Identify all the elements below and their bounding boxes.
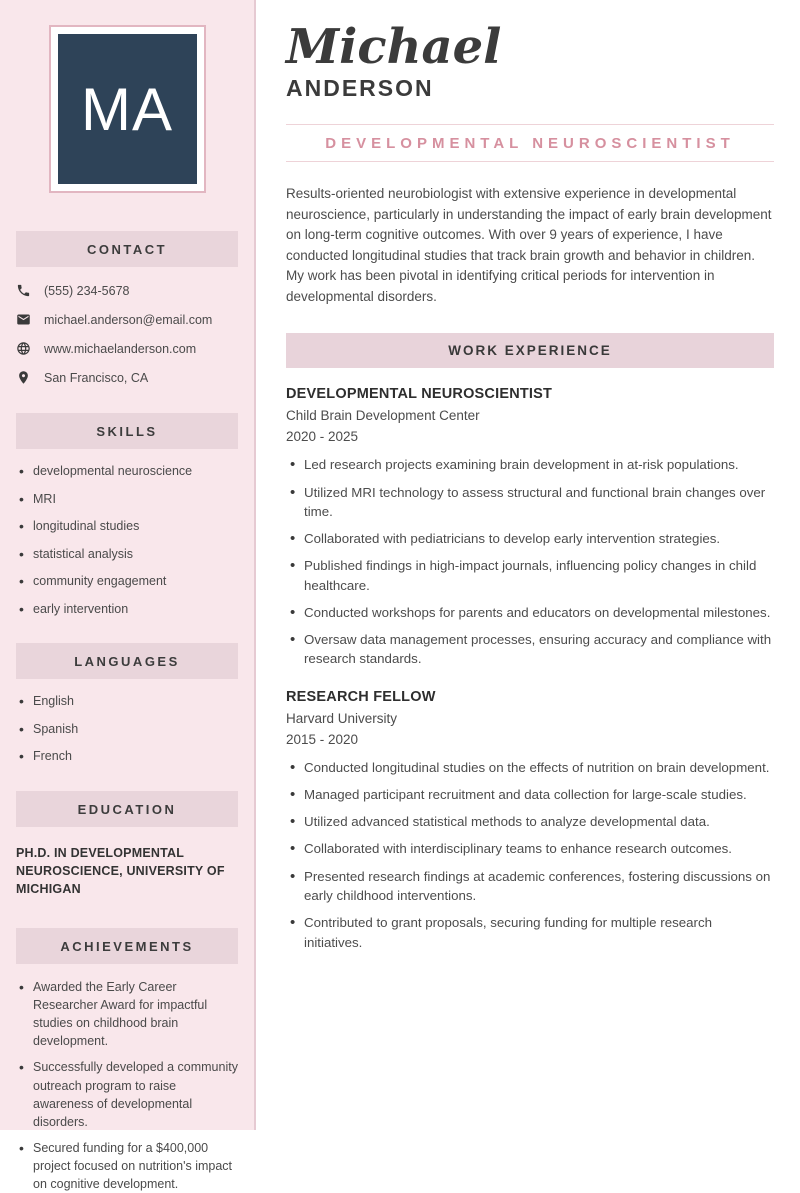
skill-item: • longitudinal studies — [16, 518, 238, 536]
language-item: • English — [16, 693, 238, 711]
job-bullet-list — [286, 455, 774, 668]
skill-item: • early intervention — [16, 601, 238, 619]
skills-list — [16, 463, 238, 618]
phone-icon — [16, 283, 31, 298]
contact-phone-row — [16, 283, 238, 298]
job-bullet: • Utilized MRI technology to assess structural and functional brain changes over time. — [286, 483, 774, 522]
job-bullet: • Presented research findings at academic conferences, fostering discussions on early childhood interventions. — [286, 867, 774, 906]
contact-list — [16, 283, 238, 385]
language-item: • Spanish — [16, 721, 238, 739]
languages-section-header: LANGUAGES — [16, 643, 238, 679]
job-entry — [286, 386, 774, 668]
job-bullet: • Published findings in high-impact journals, influencing policy changes in child healthcare. — [286, 556, 774, 595]
contact-website-value: www.michaelanderson.com — [44, 341, 197, 356]
contact-email-row — [16, 312, 238, 327]
job-bullet: • Conducted workshops for parents and educators on developmental milestones. — [286, 603, 774, 622]
skill-item: • developmental neuroscience — [16, 463, 238, 481]
skill-item: • statistical analysis — [16, 546, 238, 564]
profile-monogram: MA — [58, 34, 197, 184]
job-company: Harvard University — [286, 710, 398, 726]
job-bullet: • Collaborated with pediatricians to develop early intervention strategies. — [286, 529, 774, 548]
skill-item: • MRI — [16, 491, 238, 509]
first-name: Michael — [286, 19, 502, 75]
main-content — [256, 0, 800, 1130]
profile-monogram-frame — [49, 25, 206, 193]
summary-paragraph: Results-oriented neurobiologist with extensive experience in developmental neuroscience, particularly in understanding the impact of early brain development on long-term cognitive outcomes. With over 9 years of experience, I have conducted longitudinal studies that track brain growth and behavior in children. My work has been pivotal in identifying critical periods for intervention in developmental disorders. — [286, 186, 772, 304]
contact-location-row — [16, 370, 238, 385]
job-bullet: • Conducted longitudinal studies on the effects of nutrition on brain development. — [286, 758, 774, 777]
job-bullet: • Oversaw data management processes, ensuring accuracy and compliance with research standards. — [286, 630, 774, 669]
languages-list — [16, 693, 238, 766]
contact-email-value: michael.anderson@email.com — [44, 312, 213, 327]
job-role: DEVELOPMENTAL NEUROSCIENTIST — [286, 386, 553, 403]
achievement-item: • Awarded the Early Career Researcher Award for impactful studies on childhood brain development. — [16, 978, 238, 1051]
work-experience-header: WORK EXPERIENCE — [286, 333, 774, 368]
job-bullet: • Contributed to grant proposals, securing funding for multiple research initiatives. — [286, 913, 774, 952]
contact-website-row — [16, 341, 238, 356]
education-degree: PH.D. IN DEVELOPMENTAL NEUROSCIENCE, UNIVERSITY OF MICHIGAN — [16, 845, 225, 896]
job-role: RESEARCH FELLOW — [286, 688, 436, 705]
globe-icon — [16, 341, 31, 356]
job-bullet: • Led research projects examining brain development in at-risk populations. — [286, 455, 774, 474]
email-icon — [16, 312, 31, 327]
contact-section-header: CONTACT — [16, 231, 238, 267]
contact-phone-value: (555) 234-5678 — [44, 283, 130, 298]
language-item: • French — [16, 748, 238, 766]
job-bullet: • Collaborated with interdisciplinary teams to enhance research outcomes. — [286, 839, 774, 858]
job-dates: 2020 - 2025 — [286, 429, 359, 445]
job-bullet: • Managed participant recruitment and data collection for large-scale studies. — [286, 785, 774, 804]
job-company: Child Brain Development Center — [286, 408, 480, 424]
page-title: DEVELOPMENTAL NEUROSCIENTIST — [325, 135, 735, 153]
skill-item: • community engagement — [16, 573, 238, 591]
job-bullet: • Utilized advanced statistical methods to analyze developmental data. — [286, 812, 774, 831]
achievements-section-header: ACHIEVEMENTS — [16, 928, 238, 964]
contact-location-value: San Francisco, CA — [44, 370, 149, 385]
divider-line — [286, 161, 774, 162]
job-bullet-list — [286, 758, 774, 952]
skills-section-header: SKILLS — [16, 413, 238, 449]
sidebar — [0, 0, 256, 1192]
achievement-item: • Successfully developed a community outreach program to raise awareness of developmental disorders. — [16, 1058, 238, 1131]
job-dates: 2015 - 2020 — [286, 731, 359, 747]
education-section-header: EDUCATION — [16, 791, 238, 827]
achievements-list — [16, 978, 238, 1193]
achievement-item: • Secured funding for a $400,000 project focused on nutrition's impact on cognitive development. — [16, 1139, 238, 1193]
location-icon — [16, 370, 31, 385]
last-name: ANDERSON — [286, 75, 434, 102]
job-entry — [286, 689, 774, 952]
